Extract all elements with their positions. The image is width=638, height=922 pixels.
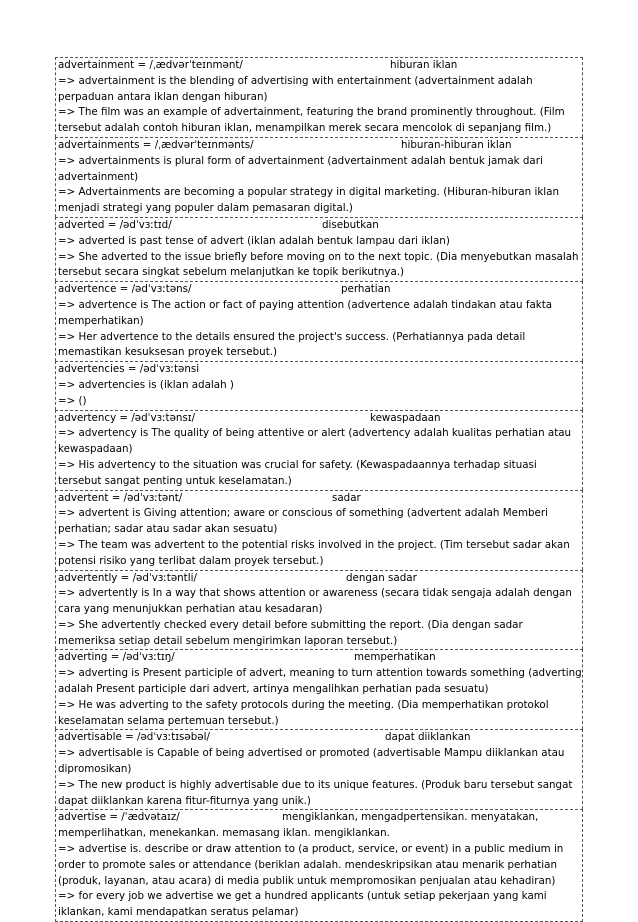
- headword: advertency = /ədˈvɜːtənsɪ/: [58, 411, 196, 424]
- example: => His advertency to the situation was crucial for safety. (Kewaspadaannya terhadap situasi tersebut sangat penting untuk keselamatan.): [58, 458, 537, 487]
- example: => The new product is highly advertisable due to its unique features. (Produk baru tersebut sangat dapat diiklankan karena fitur-fiturnya yang unik.): [58, 778, 573, 807]
- headword: advertisable = /ədˈvɜːtɪsəbəl/: [58, 731, 210, 744]
- translation: dapat diiklankan: [385, 731, 471, 744]
- entry-header: [58, 730, 582, 746]
- translation: mengiklankan, mengadpertensikan. menyatakan, memperlihatkan, menekankan. memasang iklan. mengiklankan.: [58, 811, 539, 840]
- definition: => advertise is. describe or draw attention to (a product, service, or event) in a public medium in order to promote sales or attendance (beriklan adalah. mendeskripsikan atau menarik perhatian (produk, layanan, atau acara) di media publik untuk mempromosikan penjualan atau kehadiran): [58, 843, 564, 887]
- entry-header: [58, 810, 582, 842]
- example: => for every job we advertise we get a hundred applicants (untuk setiap pekerjaan yang kami iklankan, kami mendapatkan seratus pelamar): [58, 890, 547, 919]
- headword: adverted = /ədˈvɜːtɪd/: [58, 218, 172, 231]
- definition: => advertency is The quality of being attentive or alert (advertency adalah kualitas perhatian atau kewaspadaan): [58, 427, 572, 456]
- dictionary-entry: [55, 729, 583, 809]
- definition: => advertently is In a way that shows attention or awareness (secara tidak sengaja adalah dengan cara yang menunjukkan perhatian atau kesadaran): [58, 587, 572, 616]
- definition: => advertisable is Capable of being advertised or promoted (advertisable Mampu diiklankan atau dipromosikan): [58, 747, 565, 776]
- entry-header: [58, 411, 582, 427]
- dictionary-entry: [55, 361, 583, 409]
- headword: advertainment = /ˌædvərˈteɪnmənt/: [58, 59, 243, 71]
- entry-header: [58, 362, 582, 378]
- entry-header: [58, 282, 582, 298]
- entry-header: [58, 58, 582, 74]
- headword: advertencies = /ədˈvɜːtənsi: [58, 363, 200, 376]
- headword: advertence = /ədˈvɜːtəns/: [58, 283, 192, 296]
- dictionary-page: [55, 57, 583, 922]
- entry-header: [58, 138, 582, 154]
- example: => The film was an example of advertainment, featuring the brand prominently throughout. (Film tersebut adalah contoh hiburan iklan, menampilkan merek secara mencolok di sepanjang film.): [58, 106, 565, 135]
- example: => Advertainments are becoming a popular strategy in digital marketing. (Hiburan-hiburan iklan menjadi strategi yang populer dalam pemasaran digital.): [58, 186, 559, 215]
- definition: => advertence is The action or fact of paying attention (advertence adalah tindakan atau fakta memperhatikan): [58, 298, 553, 327]
- headword: advertise = /ˈædvətaɪz/: [58, 811, 180, 824]
- dictionary-entry: [55, 410, 583, 490]
- definition: => advertainments is plural form of advertainment (advertainment adalah bentuk jamak dari advertainment): [58, 154, 543, 183]
- entry-header: [58, 218, 582, 234]
- definition: => advertent is Giving attention; aware or conscious of something (advertent adalah Memberi perhatian; sadar atau sadar akan sesuatu): [58, 507, 548, 536]
- translation: memperhatikan: [354, 651, 436, 664]
- dictionary-entry: [55, 281, 583, 361]
- headword: advertainments = /ˌædvərˈteɪnmənts/: [58, 138, 254, 151]
- translation: hiburan-hiburan iklan: [401, 138, 512, 151]
- example: => She advertently checked every detail before submitting the report. (Dia dengan sadar memeriksa setiap detail sebelum mengirimkan laporan tersebut.): [58, 618, 523, 647]
- dictionary-entry: [55, 490, 583, 570]
- definition: => adverting is Present participle of advert, meaning to turn attention towards something (adverting adalah Present participle dari advert, artinya mengalihkan perhatian pada sesuatu): [58, 667, 582, 696]
- definition: => adverted is past tense of advert (iklan adalah bentuk lampau dari iklan): [58, 234, 450, 247]
- dictionary-entry: [55, 137, 583, 217]
- example: => (): [58, 394, 87, 407]
- headword: advertent = /ədˈvɜːtənt/: [58, 491, 183, 504]
- entry-header: [58, 571, 582, 587]
- example: => Her advertence to the details ensured the project's success. (Perhatiannya pada detail memastikan kesuksesan proyek tersebut.): [58, 330, 526, 359]
- translation: dengan sadar: [346, 571, 417, 584]
- definition: => advertencies is (iklan adalah ): [58, 378, 234, 391]
- example: => He was adverting to the safety protocols during the meeting. (Dia memperhatikan protokol keselamatan selama pertemuan tersebut.): [58, 698, 549, 727]
- translation: kewaspadaan: [370, 411, 441, 424]
- dictionary-entry: [55, 217, 583, 281]
- dictionary-entry: [55, 57, 583, 137]
- dictionary-entry: [55, 809, 583, 922]
- entry-header: [58, 650, 582, 666]
- headword: adverting = /ədˈvɜːtɪŋ/: [58, 651, 175, 664]
- dictionary-entry: [55, 570, 583, 650]
- example: => The team was advertent to the potential risks involved in the project. (Tim tersebut sadar akan potensi risiko yang terlibat dalam proyek tersebut.): [58, 538, 570, 567]
- translation: hiburan iklan: [390, 59, 458, 71]
- headword: advertently = /ədˈvɜːtəntli/: [58, 571, 197, 584]
- translation: disebutkan: [322, 218, 379, 231]
- dictionary-entry: [55, 649, 583, 729]
- entry-header: [58, 491, 582, 507]
- definition: => advertainment is the blending of advertising with entertainment (advertainment adalah perpaduan antara iklan dengan hiburan): [58, 74, 533, 103]
- example: => She adverted to the issue briefly before moving on to the next topic. (Dia menyebutkan masalah tersebut secara singkat sebelum melanjutkan ke topik berikutnya.): [58, 250, 579, 279]
- translation: perhatian: [341, 283, 391, 296]
- translation: sadar: [332, 491, 361, 504]
